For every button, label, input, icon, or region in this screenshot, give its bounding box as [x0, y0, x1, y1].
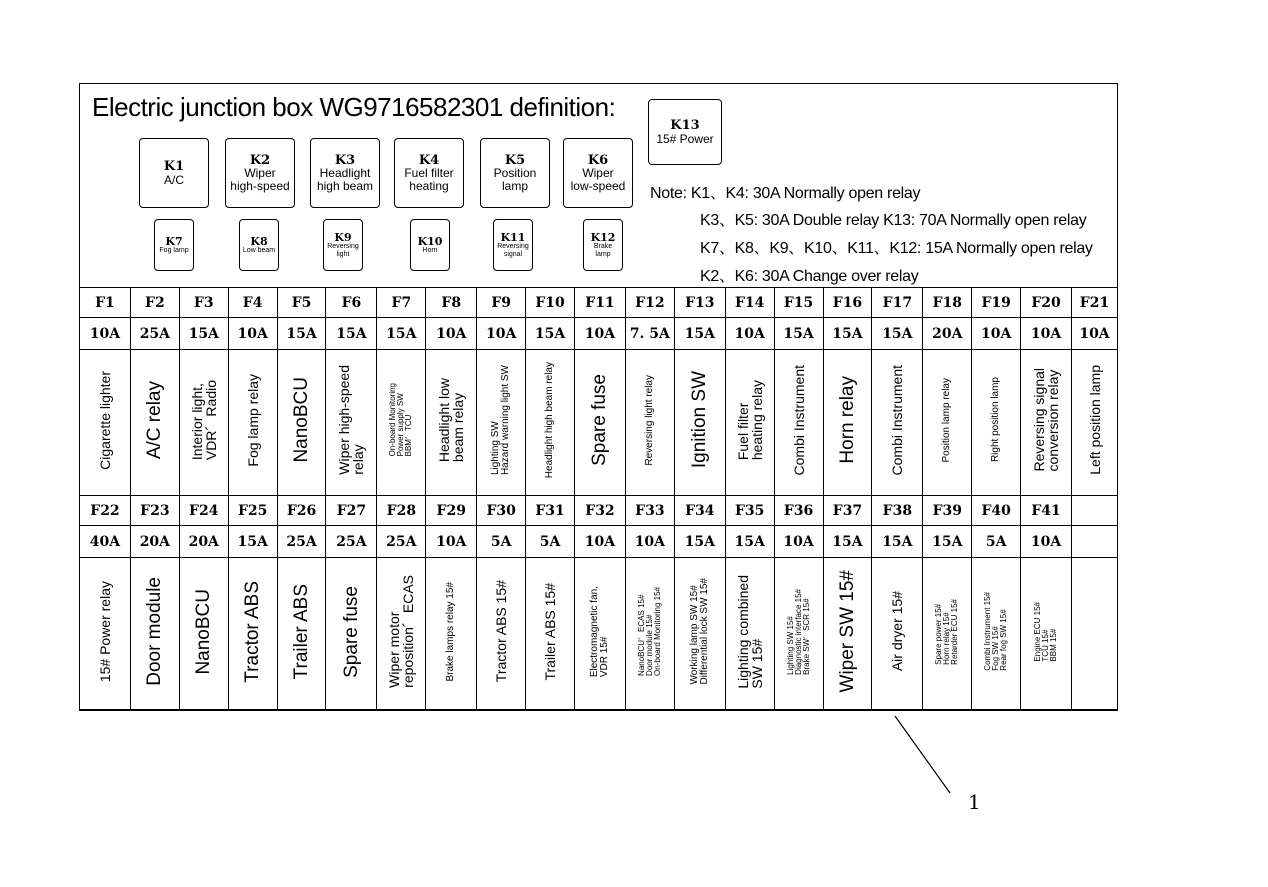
fuse-function-label: Interior light, VDR、Radio: [188, 379, 219, 461]
fuse-rating-cell: 10A: [1072, 318, 1118, 350]
fuse-function-label: NanoBCU: [193, 588, 215, 675]
fuse-id-cell: F12: [625, 288, 674, 318]
fuse-function-label: NanoBCU、ECAS 15# Door module 15# On-board Monitoring 15#: [636, 587, 662, 676]
relay-id: K8: [250, 234, 268, 248]
fuse-rating-cell: 25A: [377, 526, 426, 558]
fuse-id-cell: F39: [923, 496, 972, 526]
relay-id: K11: [500, 231, 526, 245]
fuse-id-cell: F19: [972, 288, 1021, 318]
note-line: K7、K8、K9、K10、K11、K12: 15A Normally open relay: [700, 240, 1093, 257]
fuse-function-label: Spare fuse: [340, 585, 362, 678]
fuse-function-label: Combi Instrument 15# Fog SW 15# Rear fog SW 15#: [983, 592, 1009, 671]
fuse-rating-cell: 10A: [575, 526, 626, 558]
note-line: Note: K1、K4: 30A Normally open relay: [650, 185, 921, 202]
fuse-function-label: Headlight high beam relay: [544, 361, 556, 479]
fuse-rating-cell: 15A: [725, 526, 774, 558]
fuse-rating-cell: 15A: [823, 526, 872, 558]
relay-function: A/C: [163, 172, 184, 187]
fuse-id-cell: F10: [526, 288, 575, 318]
relay-function: Fog lamp: [159, 247, 189, 255]
fuse-rating-cell: 10A: [80, 318, 131, 350]
fuse-rating-cell: 10A: [575, 318, 626, 350]
fuse-id-cell: F29: [426, 496, 477, 526]
fuse-id-cell: F9: [477, 288, 526, 318]
relay-function: Reversing light: [327, 243, 359, 258]
fuse-rating-cell: 10A: [426, 318, 477, 350]
fuse-function-label: Wiper SW 15#: [836, 570, 858, 693]
fuse-id-cell: F27: [326, 496, 377, 526]
note-line: K2、K6: 30A Change over relay: [700, 268, 919, 285]
fuse-rating-cell: 5A: [972, 526, 1021, 558]
fuse-id-cell: F6: [326, 288, 377, 318]
fuse-rating-cell: 15A: [526, 318, 575, 350]
fuse-rating-cell: 10A: [1021, 318, 1072, 350]
fuse-function-label: 15# Power relay: [96, 580, 113, 683]
fuse-rating-cell: 10A: [477, 318, 526, 350]
fuse-function-label: Tractor ABS: [242, 580, 264, 683]
fuse-id-cell: F22: [80, 496, 131, 526]
fuse-rating-cell: 20A: [130, 526, 179, 558]
fuse-function-label: Lighting SW 15# Diagnostic interface 15# Brake SW、SCR 15#: [785, 588, 811, 675]
fuse-id-cell: F25: [228, 496, 277, 526]
fuse-id-cell: F2: [130, 288, 179, 318]
fuse-rating-cell: 5A: [477, 526, 526, 558]
fuse-id-cell: F8: [426, 288, 477, 318]
fuse-function-label: Horn relay: [836, 376, 858, 464]
fuse-id-cell: F36: [774, 496, 823, 526]
relay-id: K5: [504, 153, 526, 169]
fuse-rating-cell: 10A: [774, 526, 823, 558]
fuse-rating-cell: 10A: [725, 318, 774, 350]
fuse-rating-cell: 20A: [923, 318, 972, 350]
fuse-rating-cell: 25A: [130, 318, 179, 350]
fuse-rating-cell: 40A: [80, 526, 131, 558]
relay-id: K3: [334, 153, 356, 169]
fuse-id-cell: F3: [179, 288, 228, 318]
fuse-id-cell: F7: [377, 288, 426, 318]
fuse-id-cell: F24: [179, 496, 228, 526]
fuse-function-label: Door module: [144, 577, 166, 686]
fuse-id-cell: F32: [575, 496, 626, 526]
fuse-rating-cell: 10A: [625, 526, 674, 558]
fuse-function-label: Wiper high-speed relay: [336, 365, 367, 475]
fuse-id-cell: F4: [228, 288, 277, 318]
relay-function: Horn: [422, 247, 438, 255]
fuse-function-label: NanoBCU: [291, 377, 313, 463]
fuse-function-label: Trailer ABS: [291, 583, 313, 680]
fuse-rating-cell: 10A: [228, 318, 277, 350]
relay-function: 15# Power: [656, 131, 714, 146]
fuse-id-cell: F31: [526, 496, 575, 526]
fuse-rating-cell: 15A: [179, 318, 228, 350]
fuse-id-cell: F28: [377, 496, 426, 526]
fuse-rating-cell: 15A: [377, 318, 426, 350]
relay-id: K9: [334, 231, 352, 245]
fuse-function-label: Position lamp relay: [941, 377, 953, 463]
fuse-rating-cell: 10A: [1021, 526, 1072, 558]
fuse-function-label: Reversing signal conversion relay: [1031, 368, 1062, 472]
relay-function: Low beam: [242, 247, 276, 255]
relay-function: Fuel filter heating: [404, 166, 454, 193]
fuse-id-cell: F17: [872, 288, 923, 318]
fuse-function-label: Tractor ABS 15#: [493, 580, 510, 683]
relay-function: Headlight high beam: [316, 166, 374, 193]
relay-function: Position lamp: [493, 166, 537, 193]
fuse-rating-cell: 15A: [872, 526, 923, 558]
fuse-function-label: Right position lamp: [990, 377, 1002, 463]
fuse-rating-cell: 15A: [823, 318, 872, 350]
fuse-rating-cell: 25A: [326, 526, 377, 558]
fuse-function-label: Combi Instrument: [790, 364, 807, 476]
fuse-id-cell: F40: [972, 496, 1021, 526]
fuse-function-label: Fog lamp relay: [244, 373, 261, 467]
relay-id: K4: [418, 153, 440, 169]
relay-id: K12: [590, 231, 616, 245]
fuse-id-cell: F13: [674, 288, 725, 318]
fuse-rating-cell: 10A: [972, 318, 1021, 350]
fuse-id-cell: F41: [1021, 496, 1072, 526]
fuse-rating-cell: 15A: [326, 318, 377, 350]
fuse-function-label: A/C relay: [144, 380, 166, 460]
fuse-id-cell: F21: [1072, 288, 1118, 318]
fuse-rating-cell: 5A: [526, 526, 575, 558]
relay-id: K13: [670, 118, 700, 134]
fuse-rating-cell: 10A: [426, 526, 477, 558]
fuse-id-cell: F18: [923, 288, 972, 318]
fuse-function-label: Cigarette lighter: [96, 370, 113, 470]
fuse-id-cell: F11: [575, 288, 626, 318]
fuse-function-label: Left position lamp: [1086, 365, 1103, 475]
fuse-function-label: Reversing light relay: [643, 374, 655, 466]
fuse-function-label: Combi Instrument: [889, 364, 906, 476]
fuse-id-cell: F1: [80, 288, 131, 318]
fuse-rating-cell: 15A: [277, 318, 326, 350]
fuse-id-cell: F23: [130, 496, 179, 526]
fuse-id-cell: F35: [725, 496, 774, 526]
fuse-function-label: Wiper motor reposition、ECAS: [386, 575, 417, 688]
fuse-rating-cell: 15A: [923, 526, 972, 558]
fuse-id-cell: F14: [725, 288, 774, 318]
fuse-function-label: Spare power 15# Horn relay 15# Retarder ECU 15#: [934, 598, 960, 665]
relay-function: Brake lamp: [593, 243, 613, 258]
fuse-id-cell: F16: [823, 288, 872, 318]
fuse-id-cell: F15: [774, 288, 823, 318]
fuse-rating-cell: 15A: [774, 318, 823, 350]
fuse-function-label: Electromagnetic fan, VDR 15#: [588, 585, 610, 678]
fuse-rating-cell: 15A: [674, 526, 725, 558]
relay-id: K2: [249, 153, 271, 169]
relay-function: Reversing signal: [497, 243, 529, 258]
relay-function: Wiper high-speed: [230, 166, 290, 193]
fuse-id-cell: F5: [277, 288, 326, 318]
fuse-rating-cell: 25A: [277, 526, 326, 558]
fuse-rating-cell: 15A: [872, 318, 923, 350]
fuse-rating-cell: 7. 5A: [625, 318, 674, 350]
fuse-rating-cell: 15A: [674, 318, 725, 350]
fuse-id-cell: F34: [674, 496, 725, 526]
relay-id: K1: [163, 159, 185, 175]
fuse-function-label: Spare fuse: [589, 374, 611, 466]
fuse-function-label: Lighting SW Hazard warning light SW: [490, 364, 512, 476]
fuse-function-label: Air dryer 15#: [889, 591, 906, 672]
relay-id: K10: [417, 234, 443, 248]
fuse-rating-cell: 15A: [228, 526, 277, 558]
fuse-function-label: Lighting combined SW 15#: [734, 574, 765, 689]
relay-function: Wiper low-speed: [570, 166, 626, 193]
fuse-function-label: Engine ECU 15# TCU 15# BBM 15#: [1033, 601, 1059, 662]
fuse-id-cell: F30: [477, 496, 526, 526]
diagram-title: Electric junction box WG9716582301 definition:: [92, 92, 616, 122]
callout-number: 1: [968, 790, 981, 814]
fuse-rating-cell: 20A: [179, 526, 228, 558]
fuse-function-label: Ignition SW: [689, 371, 711, 469]
fuse-function-label: On-board Monitoring Power supply SW BBM、TCU: [388, 383, 414, 457]
fuse-function-label: Brake lamps relay 15#: [445, 581, 457, 682]
fuse-function-label: Trailer ABS 15#: [542, 582, 559, 681]
relay-id: K6: [587, 153, 609, 169]
relay-id: K7: [165, 234, 183, 248]
fuse-id-cell: F20: [1021, 288, 1072, 318]
fuse-function-label: Headlight low beam relay: [436, 377, 467, 463]
note-line: K3、K5: 30A Double relay K13: 70A Normally open relay: [700, 212, 1087, 229]
fuse-id-cell: F38: [872, 496, 923, 526]
fuse-function-label: Fuel filter heating relay: [734, 379, 765, 461]
fuse-function-label: Working lamp SW 15# Differential lock SW 15#: [688, 578, 710, 685]
fuse-id-cell: F37: [823, 496, 872, 526]
fuse-id-cell: F26: [277, 496, 326, 526]
fuse-id-cell: F33: [625, 496, 674, 526]
